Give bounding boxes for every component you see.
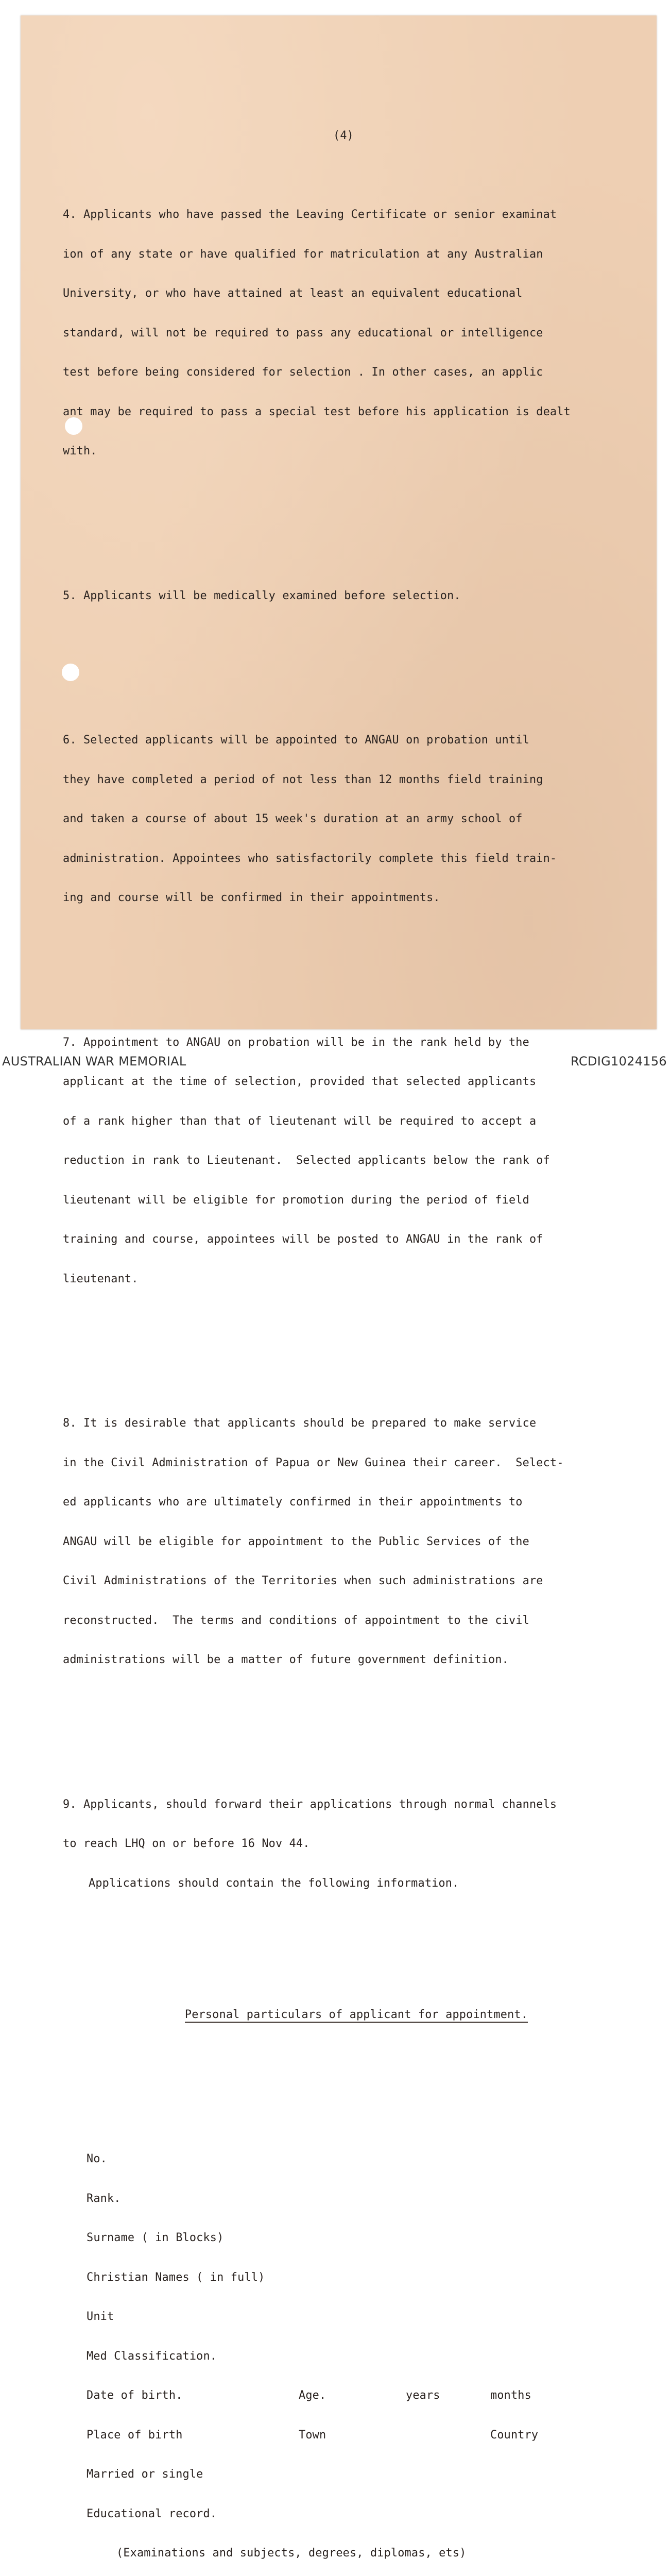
text-line: 4. Applicants who have passed the Leaving Certificate or senior examinat [63, 208, 557, 221]
field-married: Married or single [87, 2468, 203, 2481]
text-line: of a rank higher than that of lieutenant will be required to accept a [63, 1114, 537, 1128]
field-no: No. [87, 2153, 107, 2165]
text-line: lieutenant will be eligible for promotion during the period of field [63, 1193, 529, 1207]
text-line: in the Civil Administration of Papua or New Guinea their career. Select- [63, 1456, 564, 1469]
text-line: 8. It is desirable that applicants should be prepared to make service [63, 1417, 537, 1430]
text-line: with. [63, 445, 97, 457]
form-heading-row [63, 1995, 609, 2021]
text-line: ANGAU will be eligible for appointment to the Public Services of the [63, 1535, 529, 1548]
text-line: test before being considered for selection . In other cases, an applic [63, 366, 543, 379]
archive-id: RCDIG1024156 [571, 1054, 667, 1069]
text-line: ing and course will be confirmed in their appointments. [63, 891, 440, 904]
text-line: reconstructed. The terms and conditions of appointment to the civil [63, 1614, 529, 1627]
page-number: (4) [333, 129, 354, 142]
text-line: ant may be required to pass a special test before his application is dealt [63, 405, 571, 418]
text-line: administration. Appointees who satisfactorily complete this field train- [63, 852, 557, 865]
text-line: Applications should contain the following information. [89, 1876, 459, 1890]
field-age: Age. [299, 2389, 326, 2402]
text-line: ed applicants who are ultimately confirmed in their appointments to [63, 1496, 523, 1509]
field-unit: Unit [87, 2310, 114, 2323]
field-date-of-birth: Date of birth. [87, 2389, 183, 2402]
field-town: Town [299, 2428, 326, 2442]
text-line: they have completed a period of not less than 12 months field training [63, 773, 543, 786]
field-months: months [490, 2389, 531, 2402]
text-line: applicant at the time of selection, provided that selected applicants [63, 1075, 537, 1088]
text-line: and taken a course of about 15 week's duration at an army school of [63, 812, 523, 825]
text-line: 9. Applicants, should forward their applications through normal channels [63, 1798, 557, 1811]
text-line: University, or who have attained at least an equivalent educational [63, 287, 523, 300]
text-line: to reach LHQ on or before 16 Nov 44. [63, 1837, 310, 1850]
form-fields [63, 2126, 640, 2576]
paragraph-9 [63, 1772, 640, 1917]
text-line: ion of any state or have qualified for matriculation at any Australian [63, 247, 543, 261]
text-line: lieutenant. [63, 1272, 139, 1285]
paragraph-8 [63, 1391, 640, 1693]
text-line: 7. Appointment to ANGAU on probation will be in the rank held by the [63, 1036, 529, 1049]
field-rank: Rank. [87, 2192, 121, 2205]
text-line: standard, will not be required to pass any educational or intelligence [63, 326, 543, 340]
field-surname: Surname ( in Blocks) [87, 2231, 224, 2244]
field-place-of-birth-row [63, 2429, 640, 2442]
field-educational-note: (Examinations and subjects, degrees, diplomas, ets) [116, 2547, 467, 2560]
field-years: years [406, 2389, 440, 2402]
paragraph-6 [63, 707, 640, 931]
typed-text [63, 103, 640, 2576]
text-line: 6. Selected applicants will be appointed to ANGAU on probation until [63, 734, 529, 747]
text-line: Civil Administrations of the Territories when such administrations are [63, 1574, 543, 1587]
field-educational-record: Educational record. [87, 2507, 217, 2520]
text-line: reduction in rank to Lieutenant. Selected applicants below the rank of [63, 1154, 550, 1167]
form-heading: Personal particulars of applicant for appointment. [185, 2008, 528, 2023]
field-med-classification: Med Classification. [87, 2349, 217, 2363]
text-line: administrations will be a matter of future government definition. [63, 1653, 509, 1666]
field-date-of-birth-row [63, 2389, 640, 2402]
field-country: Country [490, 2428, 539, 2442]
text-line: training and course, appointees will be posted to ANGAU in the rank of [63, 1233, 543, 1246]
field-christian-names: Christian Names ( in full) [87, 2270, 265, 2284]
paragraph-4 [63, 182, 640, 484]
archive-credit: AUSTRALIAN WAR MEMORIAL [2, 1054, 186, 1069]
text-line: 5. Applicants will be medically examined before selection. [63, 589, 461, 602]
paragraph-5 [63, 563, 640, 629]
field-place-of-birth: Place of birth [87, 2428, 183, 2442]
